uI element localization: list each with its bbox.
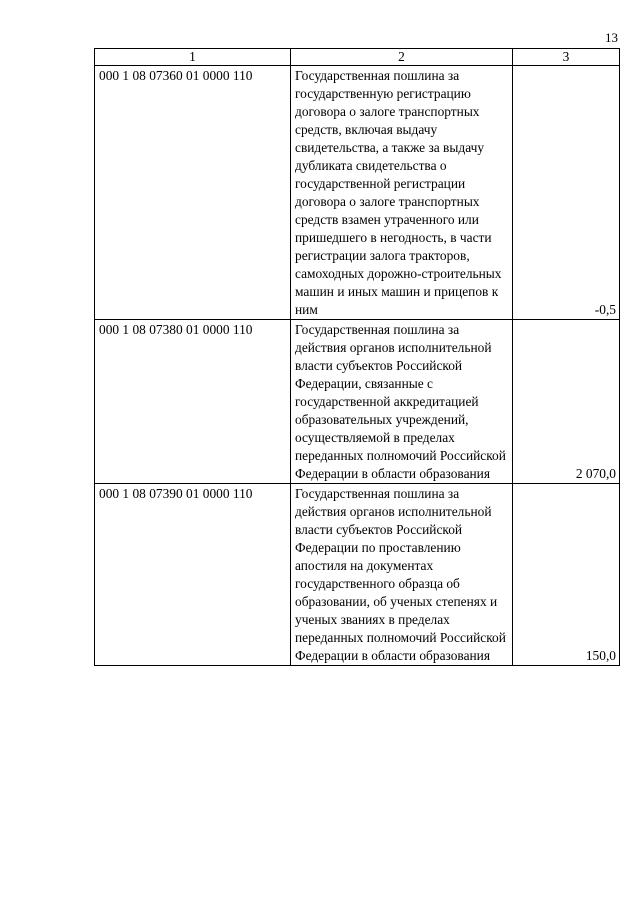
column-header-description: 2 [291, 49, 513, 66]
page-number: 13 [605, 30, 618, 45]
revenue-description-cell: Государственная пошлина за государственную регистрацию договора о залоге транспортных средств, включая выдачу свидетельства, а также за выдачу дубликата свидетельства о государственной регистрации договора о залоге транспортных средств взамен утраченного или пришедшего в негодность, в части регистрации залога тракторов, самоходных дорожно-строительных машин и иных машин и прицепов к ним [291, 66, 513, 320]
revenue-amount-cell: 2 070,0 [513, 320, 620, 484]
revenue-amount-cell: 150,0 [513, 484, 620, 666]
table-row [95, 484, 620, 666]
revenue-description-cell: Государственная пошлина за действия органов исполнительной власти субъектов Российской Федерации, связанные с государственной аккредитацией образовательных учреждений, осуществляемой в пределах переданных полномочий Российской Федерации в области образования [291, 320, 513, 484]
table-header-row [95, 49, 620, 66]
revenue-code-cell: 000 1 08 07360 01 0000 110 [95, 66, 291, 320]
budget-revenue-table [94, 48, 620, 666]
column-header-amount: 3 [513, 49, 620, 66]
revenue-amount-cell: -0,5 [513, 66, 620, 320]
revenue-description-cell: Государственная пошлина за действия органов исполнительной власти субъектов Российской Федерации по проставлению апостиля на документах государственного образца об образовании, об ученых степенях и ученых званиях в пределах переданных полномочий Российской Федерации в области образования [291, 484, 513, 666]
table-row [95, 66, 620, 320]
revenue-code-cell: 000 1 08 07380 01 0000 110 [95, 320, 291, 484]
table-row [95, 320, 620, 484]
revenue-code-cell: 000 1 08 07390 01 0000 110 [95, 484, 291, 666]
column-header-code: 1 [95, 49, 291, 66]
